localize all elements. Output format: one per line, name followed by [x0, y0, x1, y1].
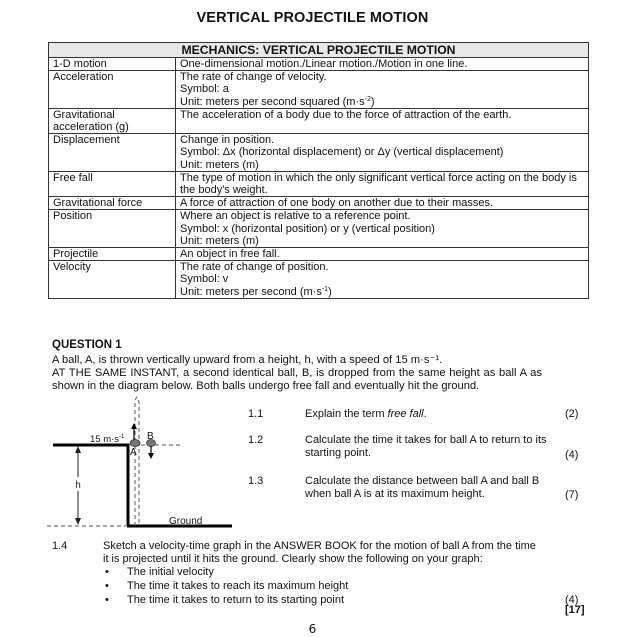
symbol-line: Symbol: Δx (horizontal displacement) or Δy (vertical displacement) [180, 146, 504, 159]
marks: (7) [565, 489, 579, 501]
unit-line: Unit: meters per second $(m\cdot s^{-1})$ [180, 285, 332, 298]
bullet-icon: • [105, 566, 109, 578]
definition-cell [176, 71, 589, 109]
ball-b-label: B [147, 431, 154, 442]
definition-line: Where an object is relative to a reference point. [180, 210, 411, 223]
table-row [49, 108, 589, 133]
subquestion-number: 1.3 [248, 475, 264, 487]
intro-paragraph: A ball, A, is thrown vertically upward from a height, h, with a speed of 15 m·s⁻¹. [52, 354, 443, 366]
intro-paragraph: AT THE SAME INSTANT, a second identical ball, B, is dropped from the same height as ball A as shown in the diagram below. Both balls undergo free fall and eventually hit the ground. [52, 367, 542, 392]
definition-line: The rate of change of velocity. [180, 71, 327, 84]
subquestion-number: 1.2 [248, 434, 264, 446]
list-item: • The time it takes to reach its maximum height [105, 580, 349, 592]
subquestion-text: Explain the term free fall. [305, 408, 427, 420]
term-cell: Acceleration [49, 71, 176, 109]
term-cell: Velocity [49, 261, 176, 299]
term-cell: Position [49, 210, 176, 248]
term-cell: Displacement [49, 134, 176, 172]
bullet-icon: • [105, 580, 109, 592]
ground-label: Ground [169, 516, 203, 527]
page-title: VERTICAL PROJECTILE MOTION [196, 10, 429, 26]
definitions-table [48, 42, 589, 299]
symbol-line: Symbol: x (horizontal position) or y (vertical position) [180, 222, 435, 235]
table-header: MECHANICS: VERTICAL PROJECTILE MOTION [49, 43, 589, 58]
page-number: 6 [308, 622, 317, 636]
projectile-diagram [30, 395, 250, 535]
height-arrow-bottom-head [75, 518, 81, 525]
definition-cell [176, 210, 589, 248]
question-intro [52, 354, 542, 393]
table-row [49, 134, 589, 172]
subquestion-number: 1.1 [248, 408, 264, 420]
definition-line: The rate of change of position. [180, 261, 329, 274]
subquestion-text: Calculate the distance between ball A and ball B when ball A is at its maximum height. [305, 475, 540, 500]
ball-b-arrow-head [148, 453, 154, 459]
ball-a-arrow-head [131, 423, 137, 429]
definition-cell: The acceleration of a body due to the force of attraction of the earth. [176, 108, 589, 133]
ball-a-label: A [130, 447, 137, 458]
term-cell: Projectile [49, 248, 176, 261]
subquestion-text: Sketch a velocity-time graph in the ANSWER BOOK for the motion of ball A from the time it is projected until it hits the ground. Clearly show the following on your graph: [103, 540, 536, 565]
unit-line: Unit: meters per second squared $(m\cdot s^{-2})$ [180, 95, 375, 108]
term-cell: 1-D motion [49, 58, 176, 71]
height-arrow-top-head [75, 446, 81, 453]
definition-cell: A force of attraction of one body on another due to their masses. [176, 197, 589, 210]
table-row [49, 58, 589, 71]
subquestion-number: 1.4 [52, 540, 68, 552]
definition-cell [176, 134, 589, 172]
ball-a-trajectory [135, 397, 139, 526]
table-row [49, 210, 589, 248]
question-heading: QUESTION 1 [52, 339, 122, 351]
speed-label: 15 $m\cdot s^{-1}$ [90, 434, 125, 445]
definition-cell [176, 261, 589, 299]
table-row [49, 171, 589, 196]
term-cell: Gravitational acceleration (g) [49, 108, 176, 133]
list-item: • The initial velocity [105, 566, 214, 578]
table-row [49, 197, 589, 210]
definition-cell: An object in free fall. [176, 248, 589, 261]
symbol-line: Symbol: a [180, 83, 229, 96]
subquestion-text: Calculate the time it takes for ball A to return to its starting point. [305, 434, 547, 459]
definition-line: One-dimensional motion./Linear motion./Motion in one line. [180, 58, 468, 70]
marks: (2) [565, 408, 579, 420]
marks: (4) [565, 449, 579, 461]
marks: (4) [565, 594, 579, 606]
requirements-list [103, 566, 543, 608]
height-label: h [75, 480, 81, 491]
list-item: • The time it takes to return to its starting point [105, 594, 345, 606]
table-row [49, 71, 589, 109]
table-row [49, 248, 589, 261]
bullet-icon: • [105, 594, 109, 606]
definition-line: Change in position. [180, 134, 275, 147]
unit-line: Unit: meters (m) [180, 234, 259, 247]
symbol-line: Symbol: v [180, 273, 229, 286]
table-row [49, 261, 589, 299]
term-cell: Free fall [49, 171, 176, 196]
term-cell: Gravitational force [49, 197, 176, 210]
definition-cell: The type of motion in which the only significant vertical force acting on the body is the body's weight. [176, 171, 589, 196]
ball-a [130, 440, 140, 447]
total-marks: [17] [565, 604, 585, 616]
unit-line: Unit: meters (m) [180, 158, 259, 171]
definition-cell [176, 58, 589, 71]
